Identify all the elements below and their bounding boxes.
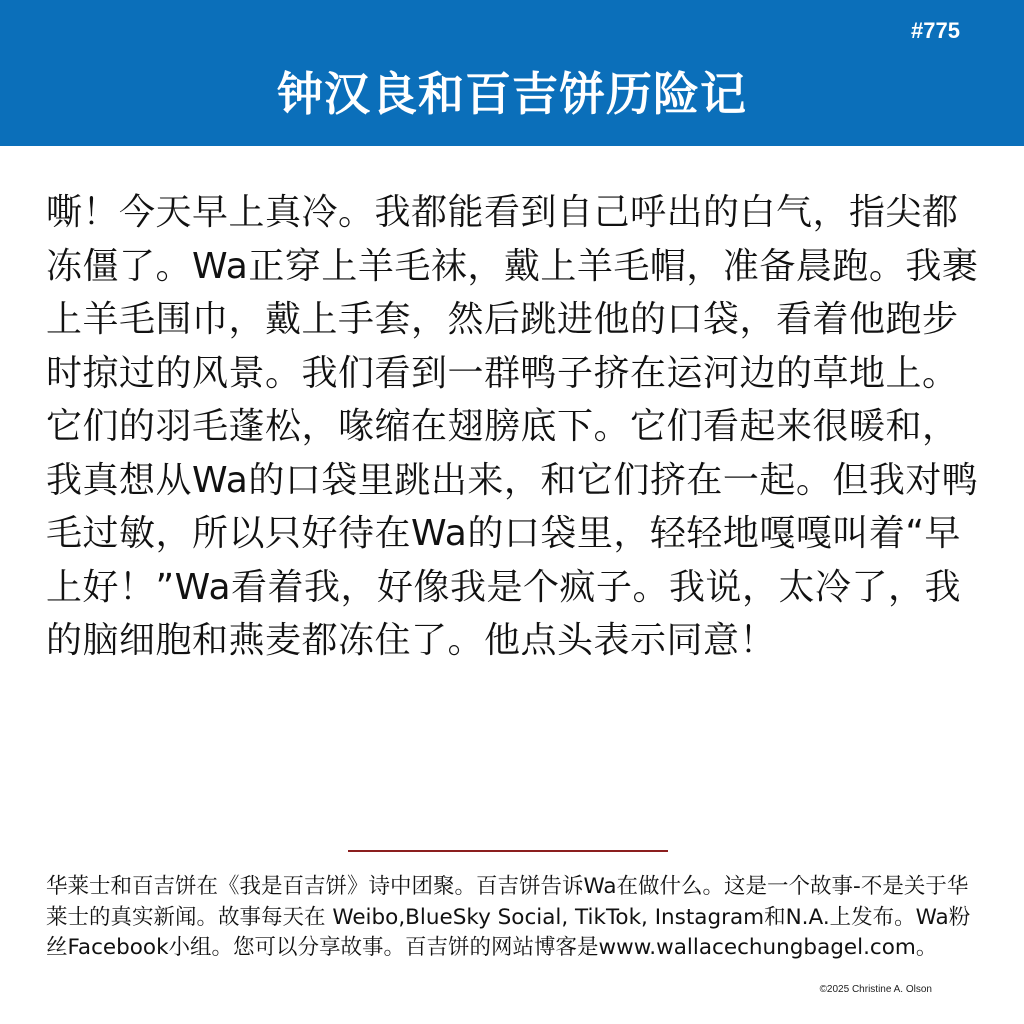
issue-number: #775 [911, 18, 960, 43]
story-text: 嘶！今天早上真冷。我都能看到自己呼出的白气，指尖都冻僵了。Wa正穿上羊毛袜，戴上羊毛帽，准备晨跑。我裹上羊毛围巾，戴上手套，然后跳进他的口袋，看着他跑步时掠过的风景。我们看到一群鸭子挤在运河边的草地上。它们的羽毛蓬松，喙缩在翅膀底下。它们看起来很暖和，我真想从Wa的口袋里跳出来，和它们挤在一起。但我对鸭毛过敏，所以只好待在Wa的口袋里，轻轻地嘎嘎叫着“早上好！”Wa看着我，好像我是个疯子。我说，太冷了，我的脑细胞和燕麦都冻住了。他点头表示同意！ [46, 192, 979, 661]
header-banner [0, 0, 1024, 146]
copyright-text: ©2025 Christine A. Olson [819, 984, 932, 995]
page-title: 钟汉良和百吉饼历险记 [277, 67, 747, 121]
divider-line [348, 850, 668, 852]
footer-note: 华莱士和百吉饼在《我是百吉饼》诗中团聚。百吉饼告诉Wa在做什么。这是一个故事-不是关于华莱士的真实新闻。故事每天在 Weibo,BlueSky Social, TikTok, Instagram和N.A.上发布。Wa粉丝Facebook小组。您可以分享故事。百吉饼的网站博客是www.wallacechungbagel.com。 [46, 874, 971, 960]
